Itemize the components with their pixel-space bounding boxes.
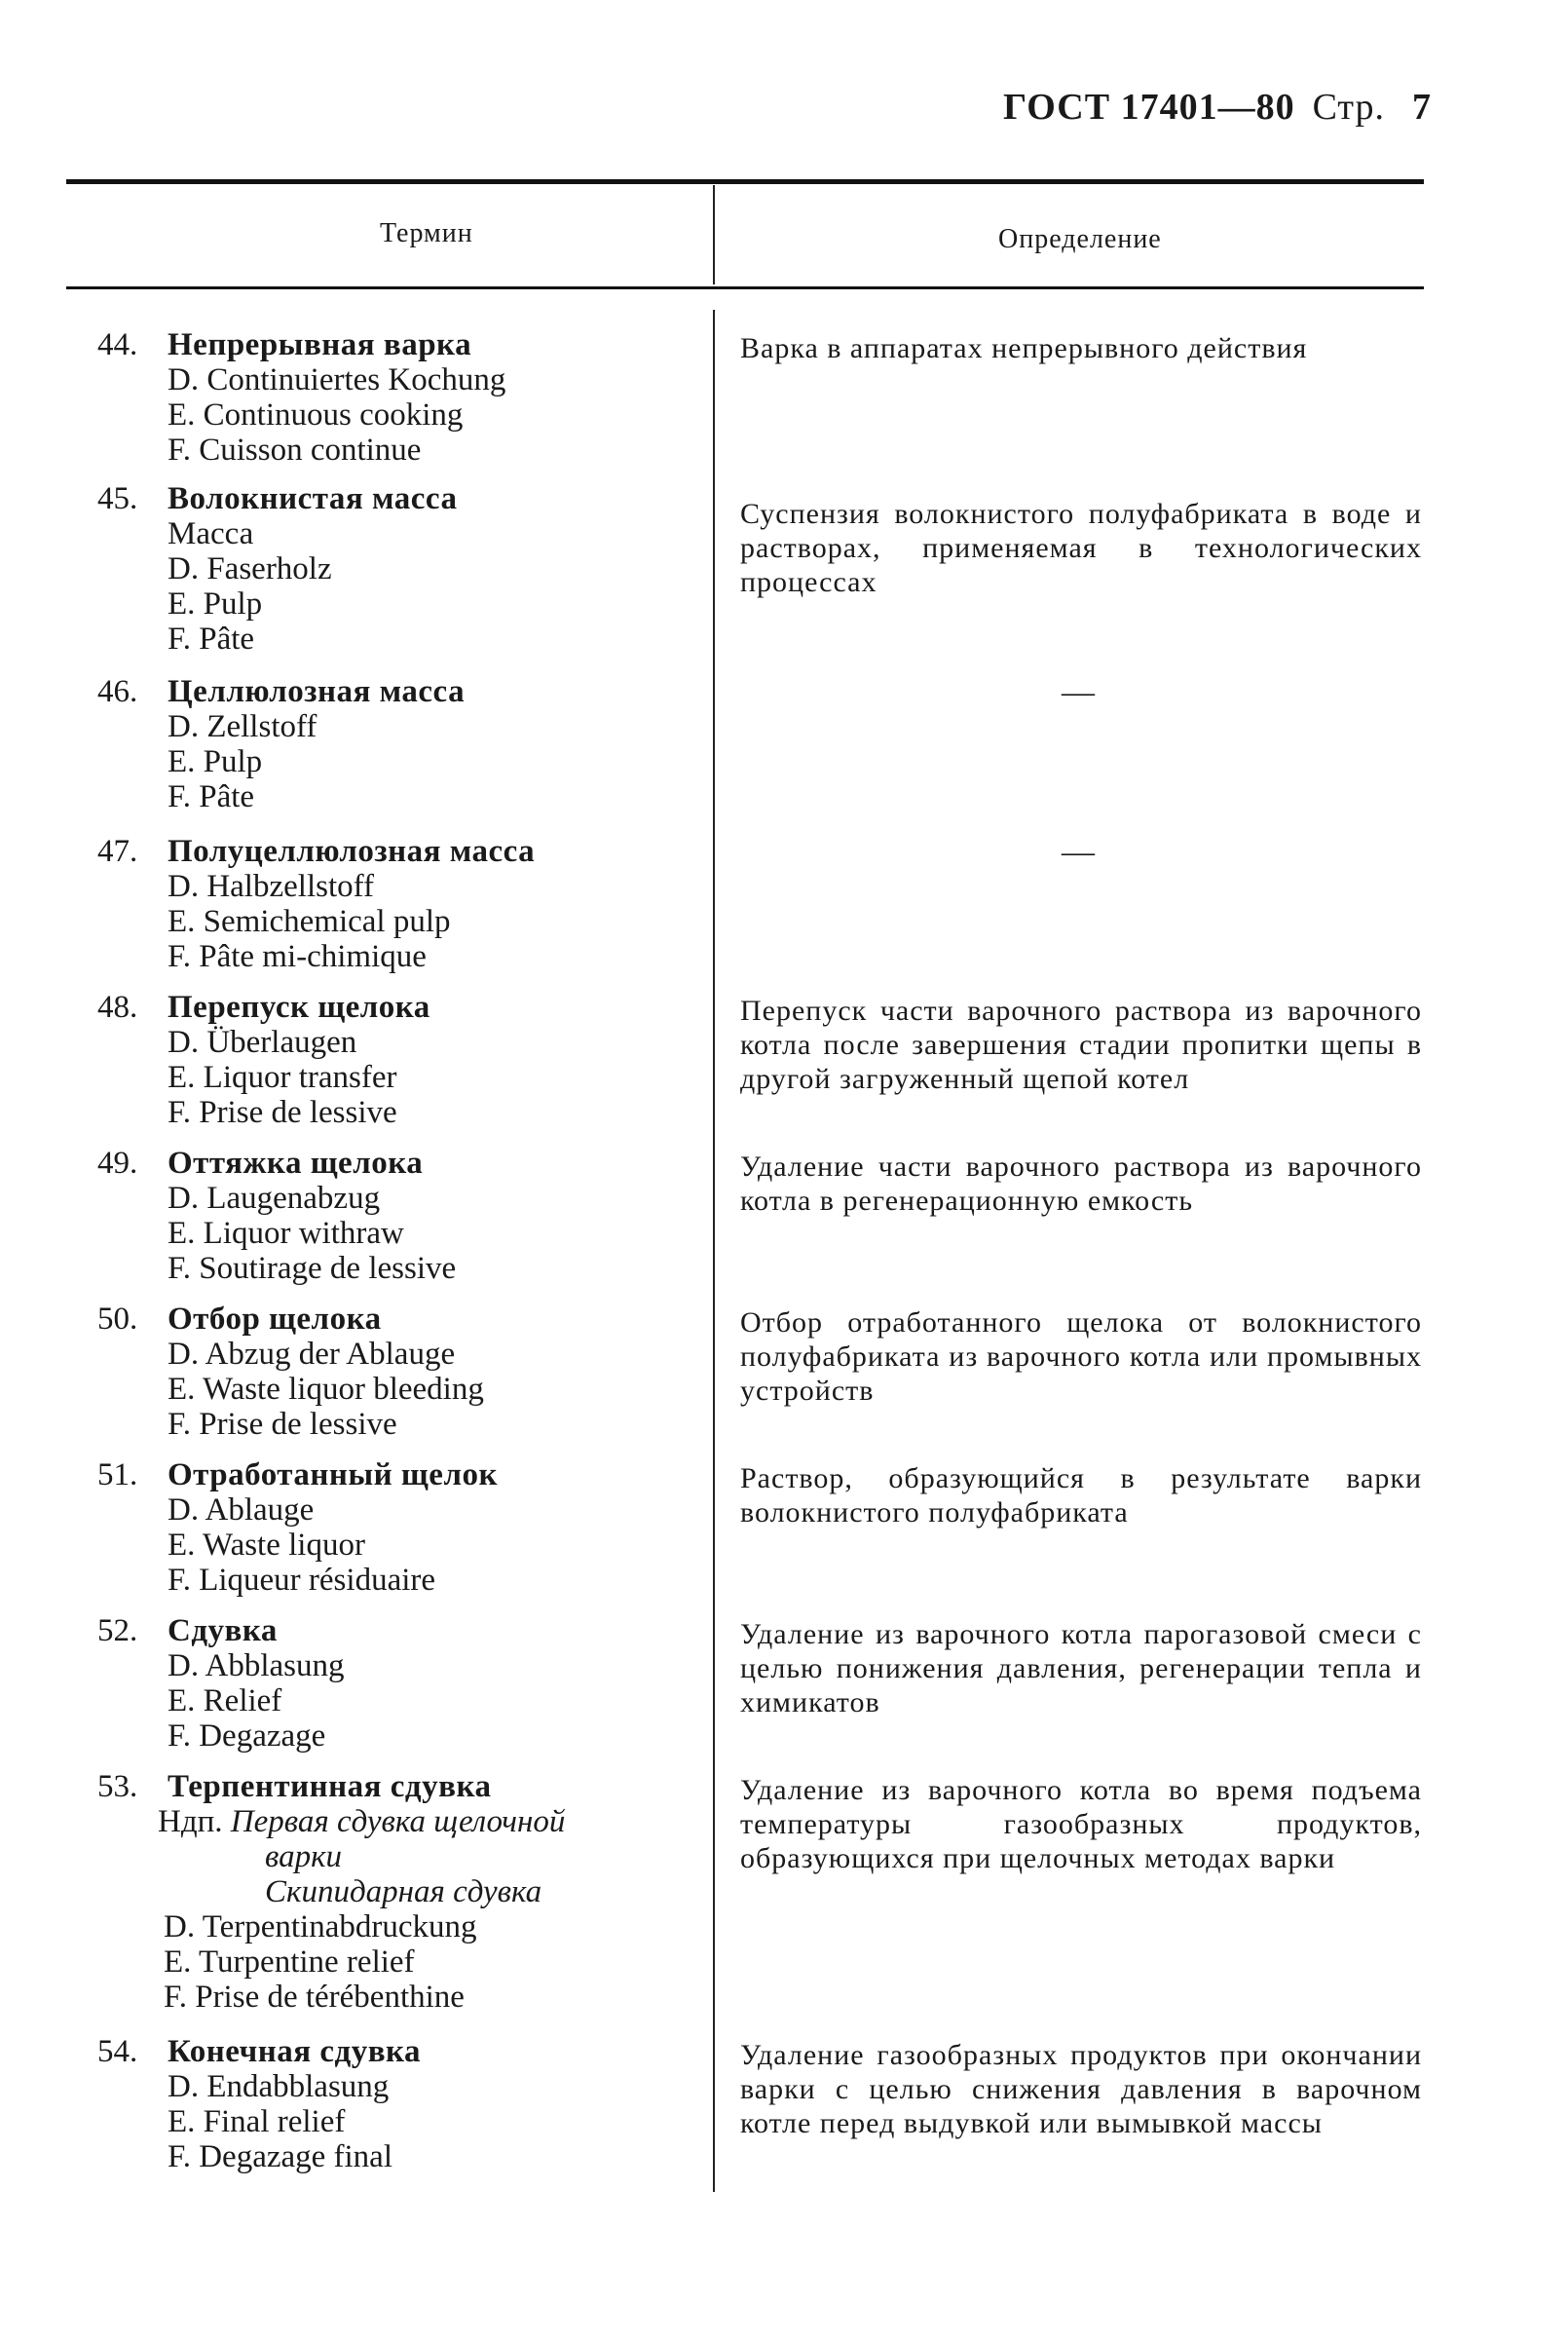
term-cell: [168, 1302, 693, 1442]
page-header: [1003, 86, 1432, 129]
term-german: D. Überlaugen: [168, 1025, 357, 1060]
term-russian: Перепуск щелока: [168, 990, 430, 1025]
definition-cell: Удаление из варочного котла парогазовой смеси с целью понижения давления, регенерации тепла и химикатов: [740, 1618, 1422, 1718]
ndp-term-1: Первая сдувка щелочной: [230, 1804, 566, 1839]
term-russian: Терпентинная сдувка: [168, 1769, 492, 1804]
definition-cell: Отбор отработанного щелока от волокнистого полуфабриката из варочного котла или промывных устройств: [740, 1306, 1422, 1407]
term-french: F. Cuisson continue: [168, 433, 422, 468]
term-number: 48.: [97, 990, 138, 1025]
page-label: Стр.: [1312, 87, 1385, 128]
term-cell: [168, 1457, 693, 1598]
term-russian: Оттяжка щелока: [168, 1146, 424, 1181]
term-german: D. Faserholz: [168, 551, 332, 586]
ndp-term-2: Скипидарная сдувка: [265, 1874, 542, 1909]
term-french: F. Pâte: [168, 622, 255, 657]
term-german: D. Ablauge: [168, 1492, 315, 1528]
term-german: D. Abblasung: [168, 1648, 345, 1683]
term-french: F. Soutirage de lessive: [168, 1251, 457, 1286]
term-number: 44.: [97, 327, 138, 362]
term-english: E. Semichemical pulp: [168, 904, 451, 939]
definition-cell: Варка в аппаратах непрерывного действия: [740, 332, 1308, 364]
term-french: F. Degazage: [168, 1718, 326, 1754]
term-cell: [168, 834, 693, 974]
term-german: D. Halbzellstoff: [168, 869, 375, 904]
term-cell: [168, 1613, 693, 1754]
term-french: F. Prise de lessive: [168, 1407, 397, 1442]
term-english: E. Liquor transfer: [168, 1060, 397, 1095]
term-english: E. Waste liquor: [168, 1528, 365, 1563]
term-russian: Конечная сдувка: [168, 2034, 422, 2069]
term-number: 50.: [97, 1302, 138, 1337]
term-french: F. Pâte: [168, 779, 255, 814]
term-not-allowed: [158, 1804, 693, 1839]
definition-cell: Раствор, образующийся в результате варки волокнистого полуфабриката: [740, 1462, 1422, 1529]
term-number: 52.: [97, 1613, 138, 1648]
term-german: D. Laugenabzug: [168, 1181, 381, 1216]
term-german: D. Terpentinabdruckung: [164, 1909, 477, 1944]
definition-cell: Удаление части варочного раствора из варочного котла в регенерационную емкость: [740, 1151, 1422, 1217]
term-german: D. Abzug der Ablauge: [168, 1337, 456, 1372]
table-header-rule: [66, 286, 1424, 289]
term-french: F. Prise de lessive: [168, 1095, 397, 1130]
document-number: ГОСТ 17401—80: [1003, 87, 1295, 128]
term-russian: Отбор щелока: [168, 1302, 382, 1337]
column-header-definition: Определение: [998, 224, 1162, 254]
term-cell: [168, 2034, 693, 2174]
term-english: E. Turpentine relief: [164, 1944, 415, 1980]
term-german: D. Zellstoff: [168, 709, 317, 744]
term-number: 54.: [97, 2034, 138, 2069]
definition-dash: —: [1062, 674, 1095, 710]
term-english: E. Waste liquor bleeding: [168, 1372, 484, 1407]
term-english: E. Continuous cooking: [168, 397, 464, 433]
term-russian: Волокнистая масса: [168, 481, 458, 516]
term-number: 53.: [97, 1769, 138, 1804]
term-russian: Отработанный щелок: [168, 1457, 498, 1492]
term-english: E. Liquor withraw: [168, 1216, 404, 1251]
term-cell: [158, 1769, 693, 2015]
term-french: F. Pâte mi-chimique: [168, 939, 427, 974]
definition-cell: Удаление из варочного котла во время подъема температуры газообразных продуктов, образующихся при щелочных методах варки: [740, 1774, 1422, 1874]
column-divider-body: [713, 310, 715, 2192]
definition-dash: —: [1062, 834, 1095, 870]
definition-cell: Удаление газообразных продуктов при окончании варки с целью снижения давления в варочном котле перед выдувкой или вымывкой массы: [740, 2039, 1422, 2139]
term-cell: [168, 990, 693, 1130]
term-cell: [168, 327, 693, 468]
term-french: F. Prise de térébenthine: [164, 1980, 465, 2015]
term-cell: [168, 481, 693, 657]
term-english: E. Pulp: [168, 586, 263, 622]
term-cell: [168, 1146, 693, 1286]
term-cell: [168, 674, 693, 814]
column-divider-header: [713, 185, 715, 284]
term-russian: Сдувка: [168, 1613, 278, 1648]
term-russian: Полуцеллюлозная масса: [168, 834, 536, 869]
term-number: 45.: [97, 481, 138, 516]
term-synonym: Масса: [168, 516, 254, 551]
term-number: 46.: [97, 674, 138, 709]
column-header-term: Термин: [380, 218, 473, 248]
term-german: D. Endabblasung: [168, 2069, 390, 2104]
page-number: 7: [1412, 87, 1432, 128]
definition-cell: Перепуск части варочного раствора из варочного котла после завершения стадии пропитки щепы в другой загруженный щепой котел: [740, 995, 1422, 1095]
definition-cell: Суспензия волокнистого полуфабриката в воде и растворах, применяемая в технологических процессах: [740, 498, 1422, 598]
term-number: 47.: [97, 834, 138, 869]
term-english: E. Relief: [168, 1683, 282, 1718]
term-russian: Целлюлозная масса: [168, 674, 466, 709]
term-english: E. Pulp: [168, 744, 263, 779]
term-english: E. Final relief: [168, 2104, 346, 2139]
ndp-prefix: Ндп.: [158, 1804, 223, 1839]
term-french: F. Liqueur résiduaire: [168, 1563, 436, 1598]
term-french: F. Degazage final: [168, 2139, 392, 2174]
term-number: 51.: [97, 1457, 138, 1492]
ndp-term-1-cont: варки: [265, 1839, 343, 1874]
term-number: 49.: [97, 1146, 138, 1181]
table-top-rule: [66, 179, 1424, 184]
term-russian: Непрерывная варка: [168, 327, 472, 362]
term-german: D. Continuiertes Kochung: [168, 362, 506, 397]
